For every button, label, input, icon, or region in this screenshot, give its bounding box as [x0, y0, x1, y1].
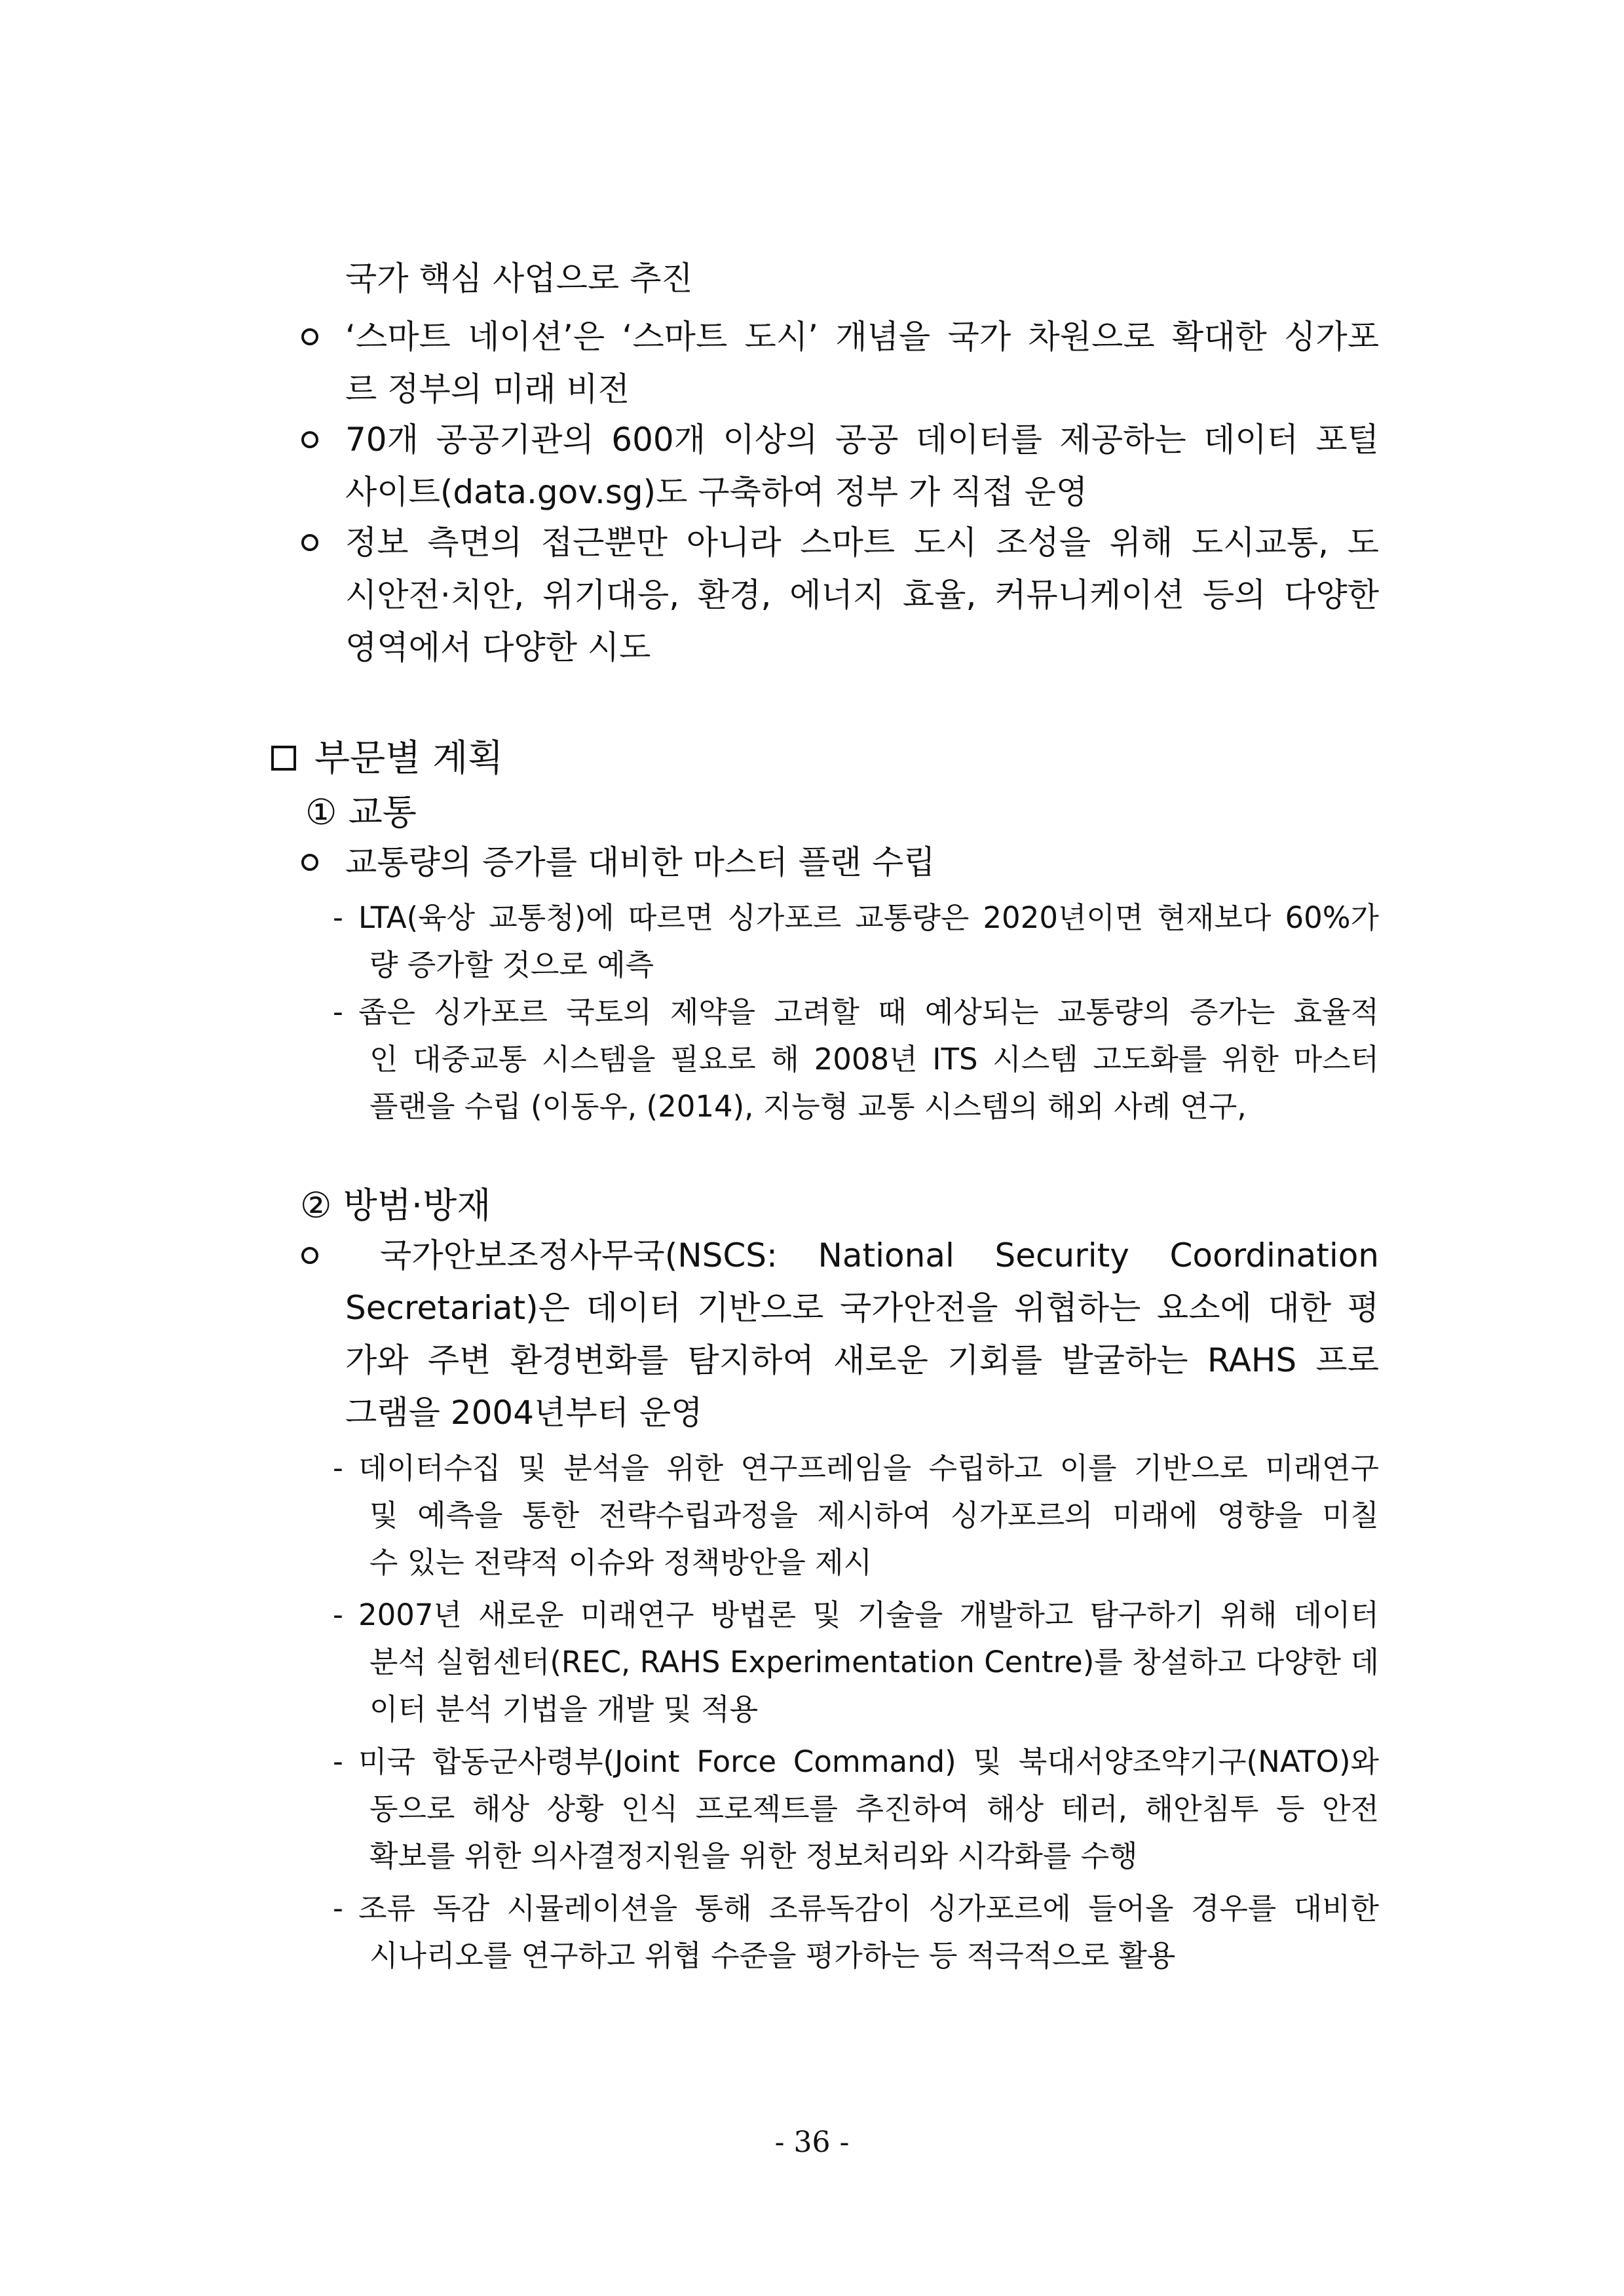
sub-item-line: 조류 독감 시뮬레이션을 통해 조류독감이 싱가포르에 들어올 경우를 대비한 [358, 1891, 1379, 1926]
item-line: ‘스마트 네이션’은 ‘스마트 도시’ 개념을 국가 차원으로 확대한 싱가포 [345, 318, 1379, 356]
subsection-heading-security: ② 방범·방재 [300, 1185, 491, 1226]
circle-bullet-icon [301, 328, 318, 345]
dash-marker: - [333, 1745, 343, 1778]
item-line: 70개 공공기관의 600개 이상의 공공 데이터를 제공하는 데이터 포털 [345, 421, 1379, 459]
sub-item-line: 시나리오를 연구하고 위협 수준을 평가하는 등 적극적으로 활용 [369, 1938, 1176, 1973]
subsection-heading-traffic: ① 교통 [305, 792, 417, 833]
item-line: 국가안보조정사무국(NSCS: National Security Coordination [380, 1236, 1379, 1274]
dash-marker: - [333, 1598, 343, 1632]
continuation-line: 국가 핵심 사업으로 추진 [345, 259, 693, 297]
sub-item-line: 량 증가할 것으로 예측 [369, 947, 654, 982]
sub-item-line: 미국 합동군사령부(Joint Force Command) 및 북대서양조약기구(NATO)와 [358, 1744, 1379, 1779]
sub-item-line: 플랜을 수립 (이동우, (2014), 지능형 교통 시스템의 해외 사례 연구, [369, 1089, 1247, 1124]
section-title: 부문별 계획 [314, 737, 504, 780]
sub-item-line: LTA(육상 교통청)에 따르면 싱가포르 교통량은 2020년이면 현재보다 60%가 [358, 900, 1379, 935]
item-line: 사이트(data.gov.sg)도 구축하여 정부 가 직접 운영 [345, 473, 1088, 511]
item-line: 그램을 2004년부터 운영 [345, 1394, 703, 1432]
circle-bullet-icon [301, 854, 318, 871]
circle-bullet-icon [301, 534, 318, 551]
item-line: 가와 주변 환경변화를 탐지하여 새로운 기회를 발굴하는 RAHS 프로 [345, 1341, 1379, 1379]
sub-item-line: 확보를 위한 의사결정지원을 위한 정보처리와 시각화를 수행 [369, 1839, 1138, 1873]
sub-item-line: 인 대중교통 시스템을 필요로 해 2008년 ITS 시스템 고도화를 위한 마스터 [369, 1042, 1379, 1077]
sub-item-line: 이터 분석 기법을 개발 및 적용 [369, 1692, 759, 1727]
item-line: 영역에서 다양한 시도 [345, 628, 651, 666]
sub-item-line: 데이터수집 및 분석을 위한 연구프레임을 수립하고 이를 기반으로 미래연구 [358, 1451, 1379, 1485]
item-line: 교통량의 증가를 대비한 마스터 플랜 수립 [345, 843, 935, 881]
sub-item-line: 좁은 싱가포르 국토의 제약을 고려할 때 예상되는 교통량의 증가는 효율적 [358, 995, 1379, 1029]
sub-item-line: 동으로 해상 상황 인식 프로젝트를 추진하여 해상 테러, 해안침투 등 안전 [369, 1791, 1379, 1826]
item-line: 시안전·치안, 위기대응, 환경, 에너지 효율, 커뮤니케이션 등의 다양한 [345, 576, 1379, 614]
sub-item-line: 및 예측을 통한 전략수립과정을 제시하여 싱가포르의 미래에 영향을 미칠 [369, 1498, 1379, 1533]
page-number: - 36 - [774, 2126, 850, 2159]
circle-bullet-icon [301, 1247, 318, 1264]
sub-item-line: 수 있는 전략적 이슈와 정책방안을 제시 [369, 1545, 873, 1580]
dash-marker: - [333, 901, 343, 934]
item-line: Secretariat)은 데이터 기반으로 국가안전을 위협하는 요소에 대한 평 [345, 1289, 1379, 1327]
dash-marker: - [333, 1451, 343, 1485]
dash-marker: - [333, 1892, 343, 1925]
sub-item-line: 2007년 새로운 미래연구 방법론 및 기술을 개발하고 탐구하기 위해 데이터 [358, 1598, 1379, 1632]
square-bullet-icon [271, 746, 296, 771]
dash-marker: - [333, 995, 343, 1029]
item-line: 정보 측면의 접근뿐만 아니라 스마트 도시 조성을 위해 도시교통, 도 [345, 524, 1379, 562]
item-line: 르 정부의 미래 비전 [345, 370, 630, 408]
circle-bullet-icon [301, 431, 318, 448]
sub-item-line: 분석 실험센터(REC, RAHS Experimentation Centre)를 창설하고 다양한 데 [369, 1645, 1379, 1679]
